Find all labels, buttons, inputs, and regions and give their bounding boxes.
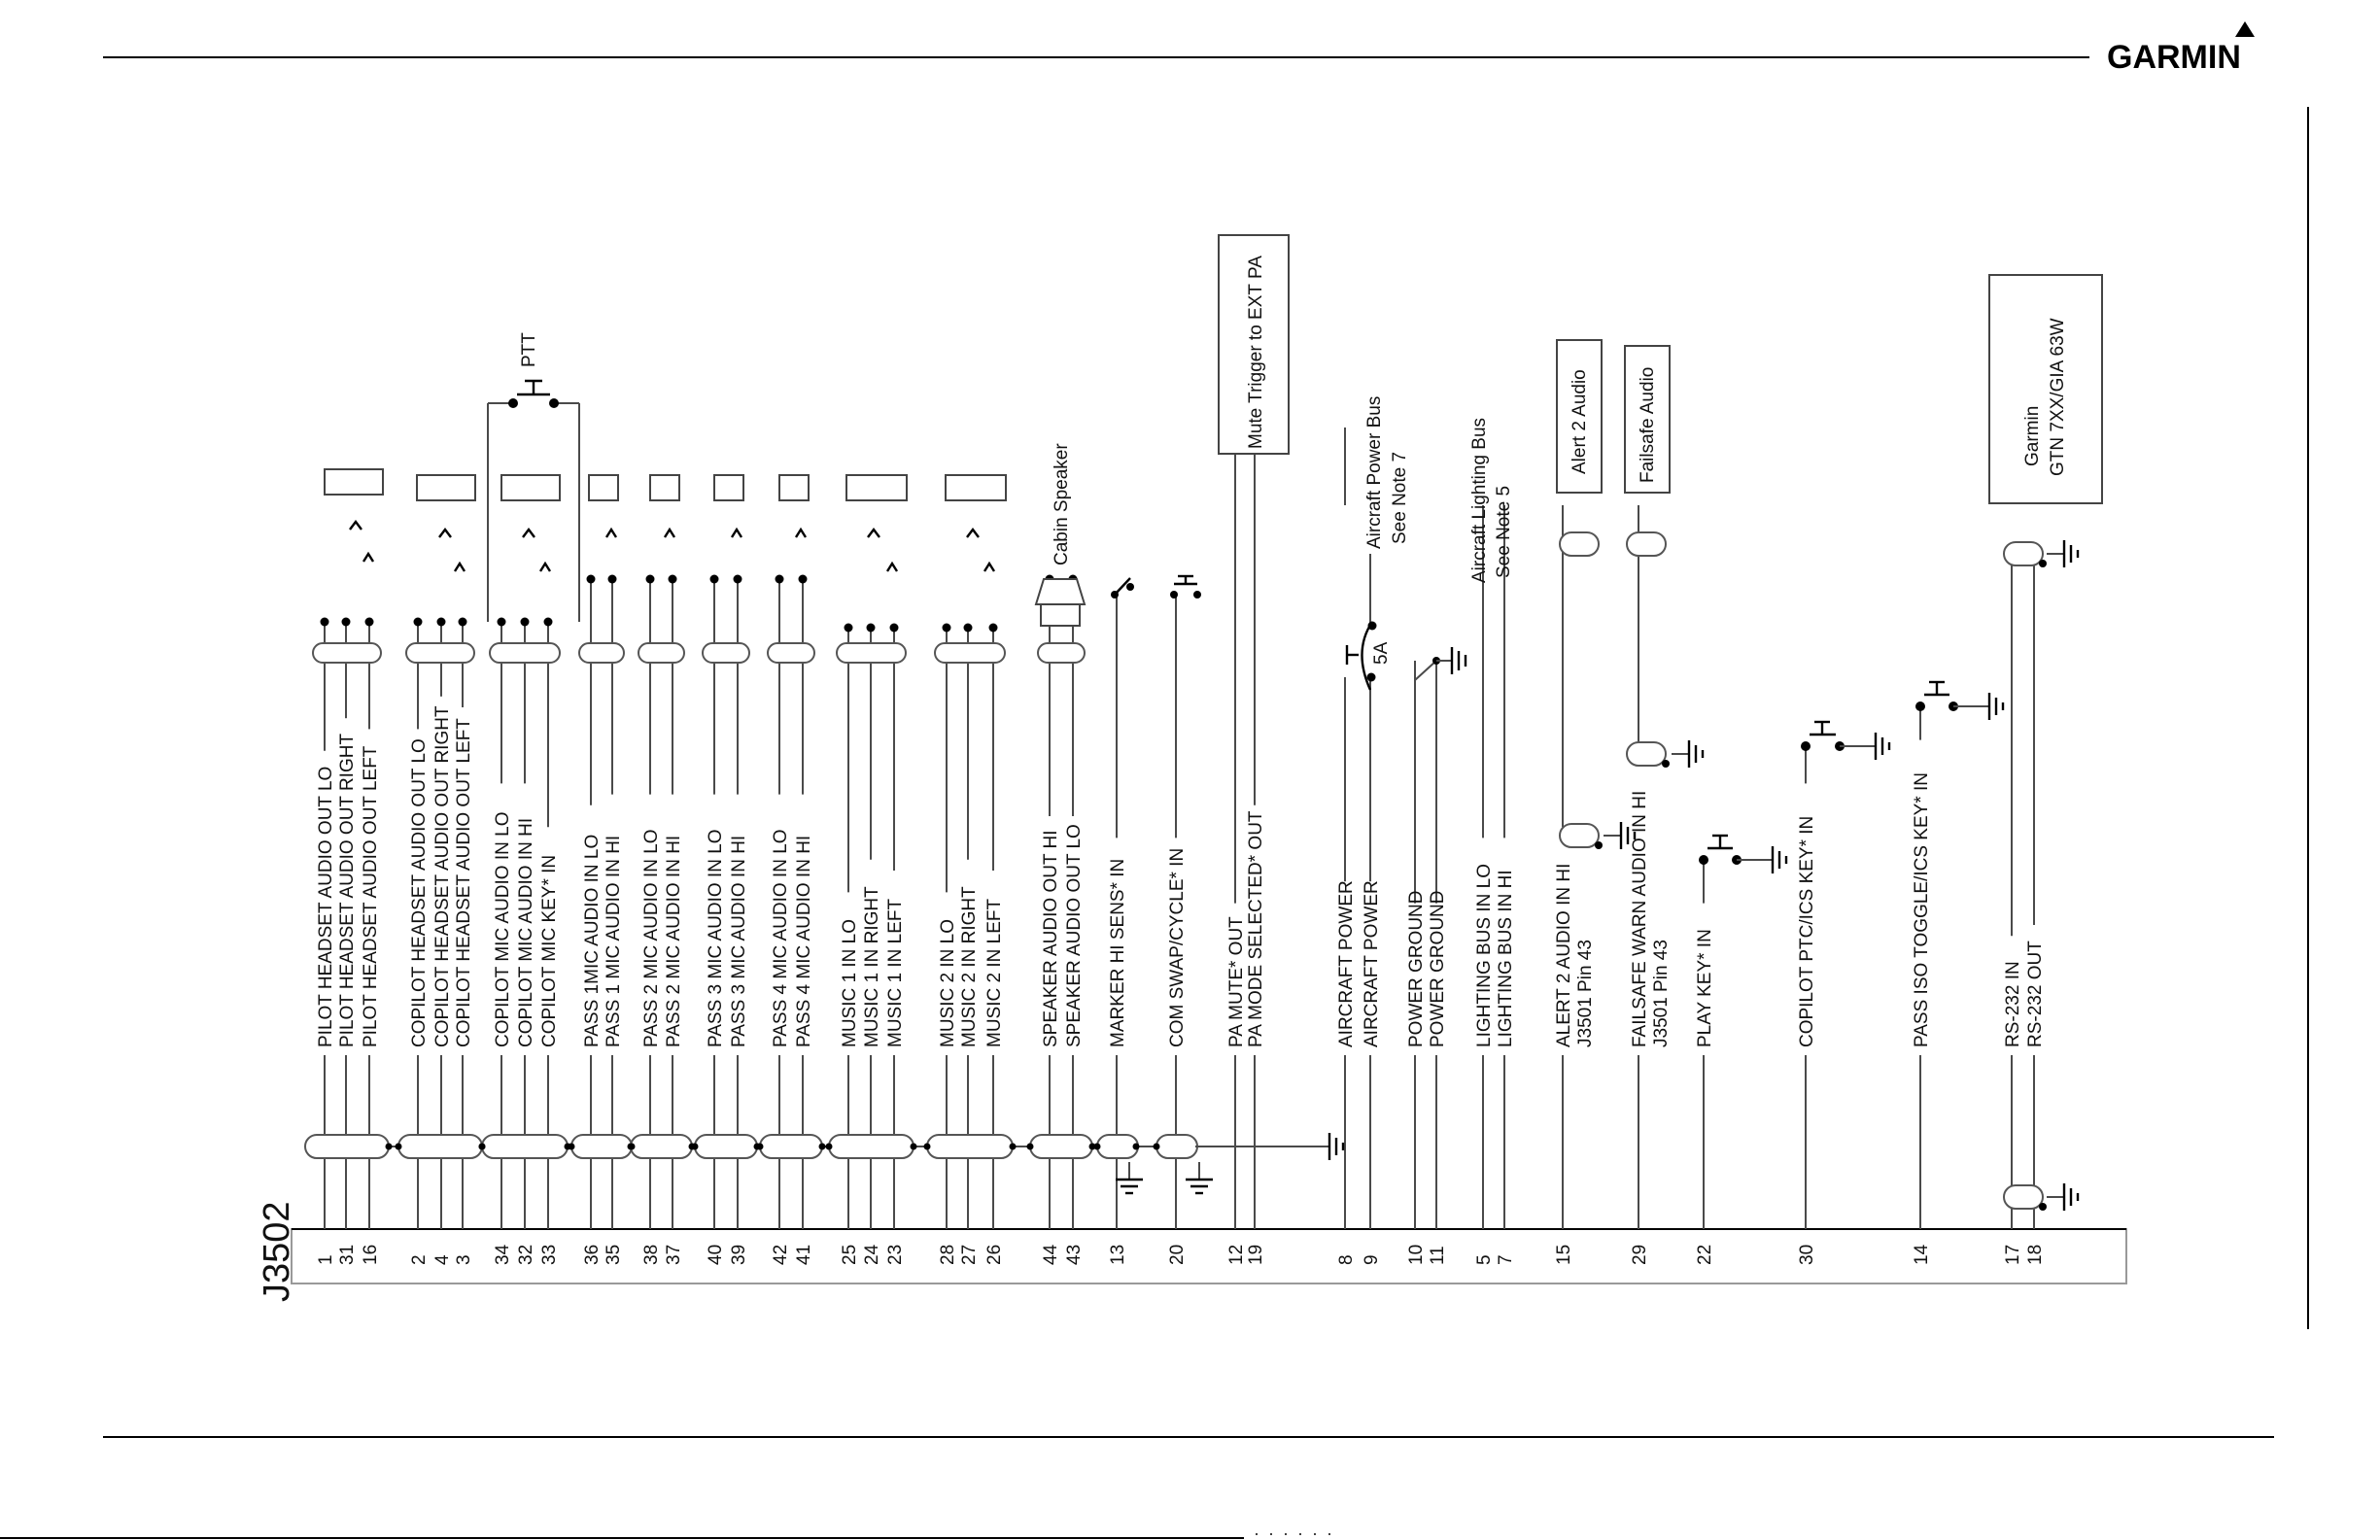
drain-dot bbox=[1154, 1144, 1160, 1150]
rs232-lower-ground-icon bbox=[2047, 1183, 2078, 1211]
pin-number-17: 17 bbox=[2003, 1244, 2023, 1265]
chassis-ground-icon bbox=[1312, 1133, 1343, 1160]
signal-label-pin-35: PASS 1 MIC AUDIO IN HI bbox=[604, 835, 624, 1047]
garmin-box-line2: GTN 7XX/GIA 63W bbox=[2048, 318, 2068, 476]
drain-dot bbox=[386, 1144, 393, 1150]
shield-upper bbox=[313, 643, 381, 663]
signal-label-pin-37: PASS 2 MIC AUDIO IN HI bbox=[664, 835, 684, 1047]
signal-label-pin-42: PASS 4 MIC AUDIO IN LO bbox=[771, 829, 791, 1047]
pilot-headset-jack bbox=[325, 469, 383, 562]
pin-number-2: 2 bbox=[409, 1254, 430, 1265]
signal-label-pin-24: MUSIC 1 IN RIGHT bbox=[862, 886, 882, 1047]
pin-number-42: 42 bbox=[771, 1244, 791, 1265]
failsafe-shield-upper bbox=[1627, 532, 1666, 556]
pass4-mic-jack bbox=[779, 475, 809, 537]
signal-label-pin-19: PA MODE SELECTED* OUT bbox=[1246, 810, 1266, 1047]
aircraft-power-bus-label: Aircraft Power Bus bbox=[1364, 395, 1385, 549]
footer-text: · · · · · · bbox=[1254, 1523, 1334, 1540]
pin-number-38: 38 bbox=[641, 1244, 662, 1265]
signal-label-pin-27: MUSIC 2 IN RIGHT bbox=[959, 886, 980, 1047]
shield-upper bbox=[837, 643, 906, 663]
shield-lower bbox=[1156, 1135, 1197, 1158]
lighting-note-label: See Note 5 bbox=[1494, 485, 1514, 578]
signal-label-pin-9: AIRCRAFT POWER bbox=[1362, 880, 1382, 1047]
terminal-dot bbox=[989, 624, 998, 633]
pin-number-20: 20 bbox=[1167, 1244, 1188, 1265]
play-key-switch-icon bbox=[1699, 836, 1755, 865]
shield-lower bbox=[760, 1135, 822, 1158]
terminal-dot bbox=[890, 624, 899, 633]
drain-dot bbox=[1133, 1144, 1140, 1150]
terminal-dot bbox=[646, 575, 655, 584]
pin-number-10: 10 bbox=[1406, 1244, 1427, 1265]
signal-label-pin-16: PILOT HEADSET AUDIO OUT LEFT bbox=[361, 745, 381, 1047]
terminal-dot bbox=[799, 575, 808, 584]
power-note-label: See Note 7 bbox=[1390, 451, 1410, 544]
shield-upper bbox=[1038, 643, 1085, 663]
copilot-headset-jack bbox=[417, 475, 475, 571]
pin-number-1: 1 bbox=[316, 1254, 336, 1265]
shield-lower bbox=[695, 1135, 757, 1158]
shield-upper bbox=[638, 643, 684, 663]
garmin-logo bbox=[2107, 21, 2255, 76]
terminal-dot bbox=[845, 624, 853, 633]
shield-lower bbox=[305, 1135, 389, 1158]
drain-dot bbox=[819, 1144, 826, 1150]
pin-number-34: 34 bbox=[493, 1244, 513, 1265]
terminal-dot bbox=[498, 618, 506, 627]
shield-lower bbox=[631, 1135, 692, 1158]
pin-number-19: 19 bbox=[1246, 1244, 1266, 1265]
signal-label-pin-34: COPILOT MIC AUDIO IN LO bbox=[493, 811, 513, 1047]
signal-label-pin-20: COM SWAP/CYCLE* IN bbox=[1167, 847, 1188, 1047]
pin-number-24: 24 bbox=[862, 1244, 882, 1265]
shield-upper bbox=[490, 643, 560, 663]
alert2-shield-lower bbox=[1560, 824, 1599, 847]
terminal-dot bbox=[867, 624, 876, 633]
signal-label-pin-25: MUSIC 1 IN LO bbox=[840, 919, 860, 1047]
mute-trigger-box bbox=[1219, 235, 1289, 454]
shield-lower bbox=[398, 1135, 482, 1158]
pin-number-5: 5 bbox=[1474, 1254, 1495, 1265]
drain-dot bbox=[911, 1144, 917, 1150]
signal-label-pin-15: ALERT 2 AUDIO IN HI bbox=[1554, 863, 1574, 1047]
pass-iso-ground-icon bbox=[1972, 693, 2003, 720]
signal-label-pin-29: FAILSAFE WARN AUDIO IN HI bbox=[1630, 790, 1650, 1047]
signal-label-pin-43: SPEAKER AUDIO OUT LO bbox=[1064, 824, 1085, 1047]
drain-dot bbox=[2039, 560, 2047, 567]
shield-upper bbox=[935, 643, 1005, 663]
signal-label-pin-30: COPILOT PTC/ICS KEY* IN bbox=[1797, 815, 1817, 1047]
shield-lower bbox=[482, 1135, 568, 1158]
pin-number-9: 9 bbox=[1362, 1254, 1382, 1265]
drain-dot bbox=[569, 1144, 575, 1150]
pin-numbers bbox=[316, 1244, 2046, 1265]
shield-lower bbox=[571, 1135, 632, 1158]
shield-lower bbox=[927, 1135, 1013, 1158]
cabin-speaker-label: Cabin Speaker bbox=[1052, 443, 1072, 565]
drain-dot bbox=[1662, 760, 1670, 768]
connector-strip bbox=[292, 1229, 2126, 1283]
pass-iso-switch-icon bbox=[1915, 682, 1972, 711]
terminal-dot bbox=[437, 618, 446, 627]
pin-number-32: 32 bbox=[516, 1244, 536, 1265]
rs232-upper-ground-icon bbox=[2047, 540, 2078, 567]
pin-number-23: 23 bbox=[885, 1244, 906, 1265]
terminal-dot bbox=[544, 618, 553, 627]
pin-number-36: 36 bbox=[582, 1244, 603, 1265]
rs232-shield-upper bbox=[2004, 542, 2043, 565]
signal-label-pin-41: PASS 4 MIC AUDIO IN HI bbox=[794, 835, 814, 1047]
terminal-dot bbox=[342, 618, 351, 627]
pin-number-40: 40 bbox=[706, 1244, 726, 1265]
pin-number-35: 35 bbox=[604, 1244, 624, 1265]
pin-number-41: 41 bbox=[794, 1244, 814, 1265]
garmin-gtn-box bbox=[1989, 275, 2102, 503]
signal-label-pin-39: PASS 3 MIC AUDIO IN HI bbox=[729, 835, 749, 1047]
drain-dot bbox=[2039, 1203, 2047, 1211]
shield-upper bbox=[703, 643, 749, 663]
marker-switch-icon bbox=[1111, 578, 1134, 599]
pin-number-15: 15 bbox=[1554, 1244, 1574, 1265]
pin-number-16: 16 bbox=[361, 1244, 381, 1265]
connector-label: J3502 bbox=[257, 1201, 297, 1302]
power-ground-icon bbox=[1432, 647, 1466, 674]
pin-number-18: 18 bbox=[2025, 1244, 2046, 1265]
copilot-ptc-switch-icon bbox=[1801, 722, 1858, 751]
signal-label-pin-11: POWER GROUND bbox=[1428, 890, 1448, 1047]
alert2-audio-box bbox=[1557, 340, 1602, 493]
terminal-dot bbox=[734, 575, 742, 584]
signal-label-pin-33: COPILOT MIC KEY* IN bbox=[539, 854, 560, 1047]
com-swap-button-icon bbox=[1170, 576, 1201, 599]
pin-number-39: 39 bbox=[729, 1244, 749, 1265]
pin-number-30: 30 bbox=[1797, 1244, 1817, 1265]
rs232-shield-lower bbox=[2004, 1185, 2043, 1209]
signal-label-pin-13: MARKER HI SENS* IN bbox=[1108, 858, 1128, 1047]
pin-number-33: 33 bbox=[539, 1244, 560, 1265]
pin-number-13: 13 bbox=[1108, 1244, 1128, 1265]
pin-number-22: 22 bbox=[1695, 1244, 1715, 1265]
pin-number-26: 26 bbox=[984, 1244, 1005, 1265]
terminal-dot bbox=[414, 618, 423, 627]
terminal-dot bbox=[459, 618, 467, 627]
drain-dot bbox=[826, 1144, 833, 1150]
signal-label-pin-1: PILOT HEADSET AUDIO OUT LO bbox=[316, 766, 336, 1047]
shield-upper bbox=[406, 643, 474, 663]
drain-dot bbox=[396, 1144, 402, 1150]
pin-number-14: 14 bbox=[1912, 1244, 1932, 1265]
signal-label-pin-10: POWER GROUND bbox=[1406, 890, 1427, 1047]
signal-label-pin-40: PASS 3 MIC AUDIO IN LO bbox=[706, 829, 726, 1047]
failsafe-shield-lower bbox=[1627, 742, 1666, 766]
copilot-ptc-ground-icon bbox=[1858, 733, 1889, 760]
terminal-dot bbox=[669, 575, 677, 584]
terminal-dot bbox=[608, 575, 617, 584]
mute-trigger-label: Mute Trigger to EXT PA bbox=[1246, 256, 1266, 449]
signal-label-pin-26: MUSIC 2 IN LEFT bbox=[984, 898, 1005, 1047]
copilot-mic-jack bbox=[501, 475, 560, 571]
drain-dot bbox=[479, 1144, 486, 1150]
signal-label-pin-4: COPILOT HEADSET AUDIO OUT RIGHT bbox=[432, 705, 453, 1047]
signal-label-pin-44: SPEAKER AUDIO OUT HI bbox=[1041, 830, 1061, 1047]
signal-label-pin-22: PLAY KEY* IN bbox=[1695, 929, 1715, 1047]
signal-label-pin-7: LIGHTING BUS IN HI bbox=[1496, 870, 1516, 1047]
marker-shield-ground-icon bbox=[1116, 1162, 1143, 1193]
drain-dot bbox=[628, 1144, 635, 1150]
ground-join bbox=[1415, 661, 1436, 680]
signal-sublabel-pin-15: J3501 Pin 43 bbox=[1575, 940, 1596, 1047]
pin-number-25: 25 bbox=[840, 1244, 860, 1265]
drain-dot bbox=[1595, 841, 1603, 849]
drain-dot bbox=[1094, 1144, 1101, 1150]
failsafe-audio-box bbox=[1625, 346, 1670, 493]
failsafe-shield-ground-icon bbox=[1672, 740, 1703, 768]
signal-label-pin-31: PILOT HEADSET AUDIO OUT RIGHT bbox=[337, 733, 358, 1047]
terminal-dot bbox=[321, 618, 329, 627]
signal-label-pin-2: COPILOT HEADSET AUDIO OUT LO bbox=[409, 738, 430, 1047]
aircraft-lighting-bus-label: Aircraft Lighting Bus bbox=[1469, 417, 1490, 583]
terminal-dot bbox=[964, 624, 973, 633]
signal-label-pin-18: RS-232 OUT bbox=[2025, 941, 2046, 1047]
signal-label-pin-14: PASS ISO TOGGLE/ICS KEY* IN bbox=[1912, 772, 1932, 1047]
signal-label-pin-12: PA MUTE* OUT bbox=[1226, 916, 1247, 1047]
pin-number-12: 12 bbox=[1226, 1244, 1247, 1265]
play-key-ground-icon bbox=[1755, 846, 1786, 873]
terminal-dot bbox=[365, 618, 374, 627]
pin-number-44: 44 bbox=[1041, 1244, 1061, 1265]
signal-labels bbox=[316, 705, 2046, 1047]
pin-number-43: 43 bbox=[1064, 1244, 1085, 1265]
signal-label-pin-36: PASS 1MIC AUDIO IN LO bbox=[582, 834, 603, 1047]
drain-dot bbox=[1010, 1144, 1017, 1150]
shield-lower bbox=[1097, 1135, 1138, 1158]
pin-number-31: 31 bbox=[337, 1244, 358, 1265]
drain-dot bbox=[757, 1144, 764, 1150]
signal-label-pin-38: PASS 2 MIC AUDIO IN LO bbox=[641, 829, 662, 1047]
signal-label-pin-32: COPILOT MIC AUDIO IN HI bbox=[516, 817, 536, 1047]
garmin-delta-icon bbox=[2235, 21, 2255, 37]
pass1-mic-jack bbox=[589, 475, 618, 537]
pin-number-4: 4 bbox=[432, 1254, 453, 1265]
cabin-speaker-icon bbox=[1036, 443, 1085, 626]
alert2-shield-upper bbox=[1560, 532, 1599, 556]
fuse-label: 5A bbox=[1371, 641, 1392, 665]
pin-number-27: 27 bbox=[959, 1244, 980, 1265]
pin-number-11: 11 bbox=[1428, 1246, 1448, 1265]
signal-label-pin-5: LIGHTING BUS IN LO bbox=[1474, 864, 1495, 1047]
garmin-box-line1: Garmin bbox=[2022, 405, 2043, 466]
signal-label-pin-23: MUSIC 1 IN LEFT bbox=[885, 898, 906, 1047]
fuse-icon bbox=[1347, 396, 1410, 690]
terminal-dot bbox=[710, 575, 719, 584]
failsafe-box-label: Failsafe Audio bbox=[1638, 366, 1658, 483]
ptt-label: PTT bbox=[519, 332, 539, 367]
pin-number-28: 28 bbox=[938, 1244, 958, 1265]
signal-sublabel-pin-29: J3501 Pin 43 bbox=[1651, 940, 1672, 1047]
pin-number-8: 8 bbox=[1336, 1254, 1357, 1265]
garmin-logo-text: GARMIN bbox=[2107, 39, 2241, 76]
terminal-dot bbox=[521, 618, 530, 627]
lighting-bus-annotation bbox=[1469, 418, 1514, 583]
signal-label-pin-8: AIRCRAFT POWER bbox=[1336, 880, 1357, 1047]
shield-upper bbox=[768, 643, 814, 663]
terminal-dot bbox=[943, 624, 951, 633]
signal-label-pin-17: RS-232 IN bbox=[2003, 961, 2023, 1047]
alert2-box-label: Alert 2 Audio bbox=[1569, 369, 1590, 474]
pin-number-3: 3 bbox=[454, 1254, 474, 1265]
wire-runs bbox=[321, 428, 2035, 1229]
drain-dot bbox=[1027, 1144, 1034, 1150]
com-swap-shield-ground-icon bbox=[1186, 1162, 1213, 1193]
pass3-mic-jack bbox=[714, 475, 743, 537]
shield-upper bbox=[579, 643, 624, 663]
pin-number-37: 37 bbox=[664, 1244, 684, 1265]
shield-lower bbox=[829, 1135, 914, 1158]
signal-label-pin-28: MUSIC 2 IN LO bbox=[938, 919, 958, 1047]
shield-lower bbox=[1030, 1135, 1092, 1158]
pin-number-29: 29 bbox=[1630, 1244, 1650, 1265]
pin-number-7: 7 bbox=[1496, 1254, 1516, 1265]
signal-label-pin-3: COPILOT HEADSET AUDIO OUT LEFT bbox=[454, 718, 474, 1047]
drain-dot bbox=[692, 1144, 699, 1150]
terminal-dot bbox=[776, 575, 784, 584]
music2-jack bbox=[946, 475, 1006, 571]
pass2-mic-jack bbox=[650, 475, 679, 537]
drain-dot bbox=[924, 1144, 931, 1150]
music1-jack bbox=[846, 475, 907, 571]
terminal-dot bbox=[587, 575, 596, 584]
